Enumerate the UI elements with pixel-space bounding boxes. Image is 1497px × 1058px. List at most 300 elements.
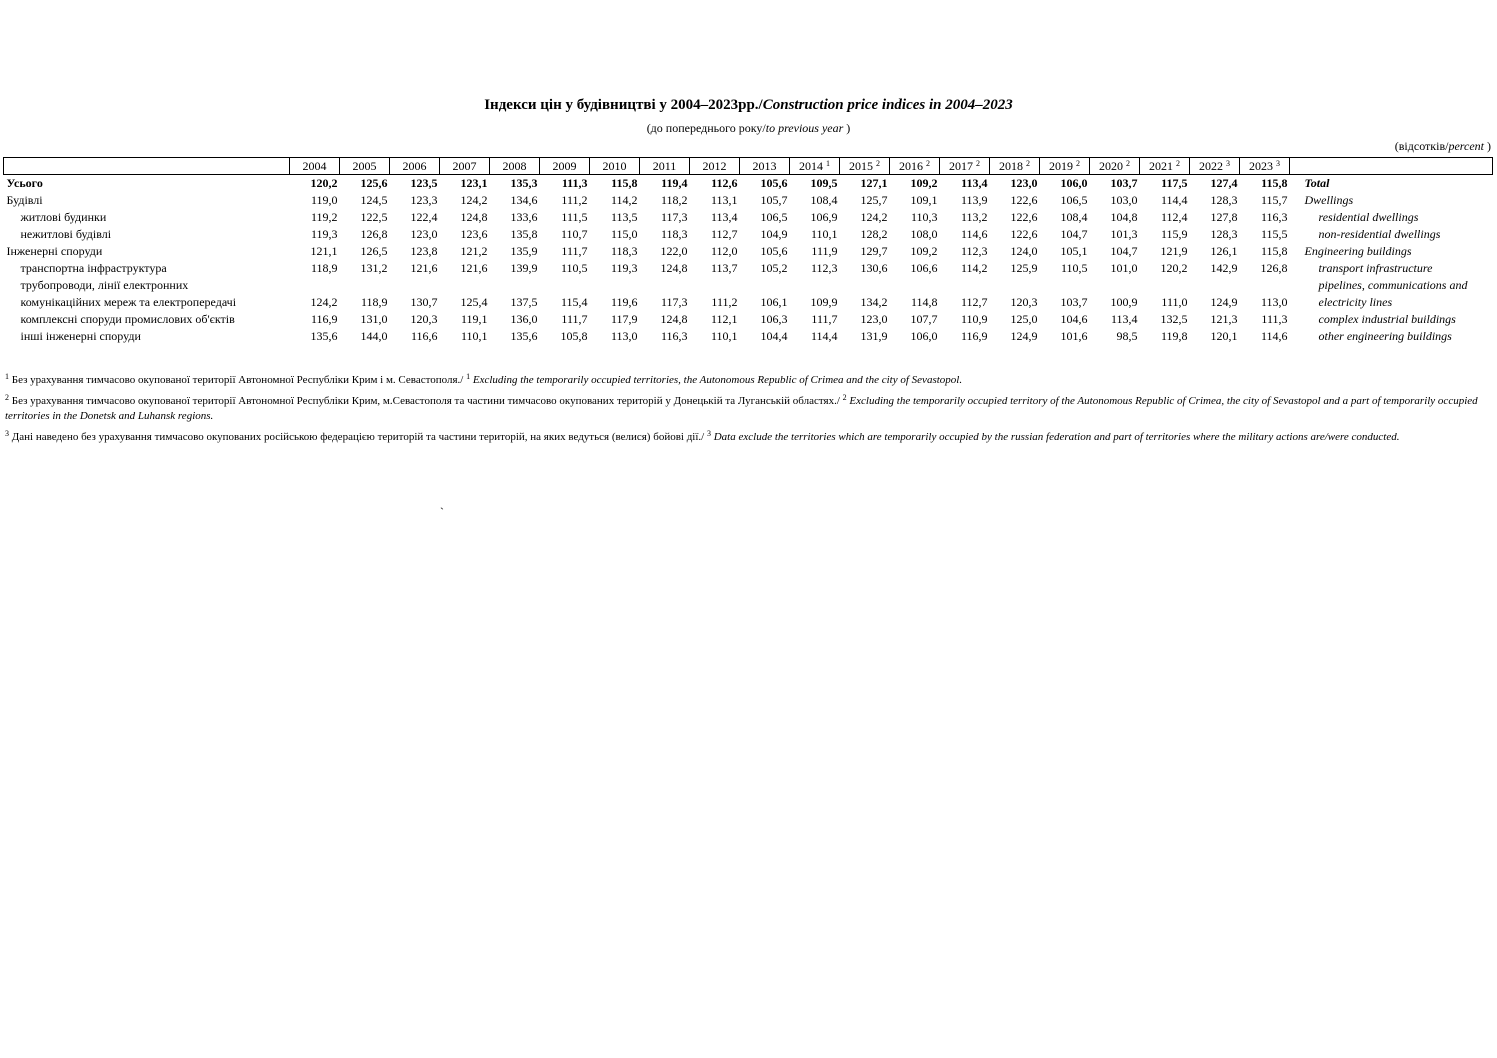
- row-label-en: electricity lines: [1318, 295, 1393, 309]
- index-value: 104,4: [760, 329, 788, 343]
- row-label-en: complex industrial buildings: [1318, 312, 1456, 326]
- index-value: 104,7: [1110, 244, 1138, 258]
- index-value: 113,1: [710, 193, 738, 207]
- footnote-text-ua: Дані наведено без урахування тимчасово окупованих російською федерацією територій та частини територій, на яких ведуться (велися) бойові дії./: [9, 431, 707, 443]
- index-value: 112,7: [710, 227, 738, 241]
- index-value: 113,4: [1110, 312, 1138, 326]
- year-label: 2020: [1099, 159, 1123, 173]
- index-value: 131,0: [360, 312, 388, 326]
- index-value: 119,3: [610, 261, 638, 275]
- row-label-ua: Усього: [6, 176, 43, 190]
- index-value: 124,2: [860, 210, 888, 224]
- index-value: 123,0: [1010, 176, 1038, 190]
- index-value: 107,7: [910, 312, 938, 326]
- year-label: 2009: [552, 159, 577, 173]
- footnote-ref: 2: [1076, 159, 1080, 168]
- index-value: 101,3: [1110, 227, 1138, 241]
- index-value: 111,5: [561, 210, 588, 224]
- year-header: [840, 158, 890, 175]
- index-value: 106,0: [1060, 176, 1088, 190]
- index-value: 113,4: [710, 210, 738, 224]
- table-row: [4, 243, 1493, 260]
- year-header: [940, 158, 990, 175]
- index-value: 137,5: [510, 295, 538, 309]
- index-value: 110,1: [460, 329, 488, 343]
- index-value: [340, 277, 390, 294]
- index-value: 123,8: [410, 244, 438, 258]
- index-value: 124,9: [1210, 295, 1238, 309]
- index-value: 144,0: [360, 329, 388, 343]
- index-value: [590, 277, 640, 294]
- index-value: [540, 277, 590, 294]
- index-value: 98,5: [1116, 329, 1138, 343]
- row-label-en: non-residential dwellings: [1318, 227, 1441, 241]
- index-value: [440, 277, 490, 294]
- footnote-text-ua: Без урахування тимчасово окупованої території Автономної Республіки Крим і м. Севастополя./: [9, 374, 467, 386]
- footnote-text-en: Excluding the temporarily occupied territories, the Autonomous Republic of Crimea and the city of Sevastopol.: [470, 374, 963, 386]
- index-value: [290, 277, 340, 294]
- index-value: 105,1: [1060, 244, 1088, 258]
- index-value: 105,2: [760, 261, 788, 275]
- index-value: [1040, 277, 1090, 294]
- index-value: 118,9: [310, 261, 338, 275]
- index-value: 113,7: [710, 261, 738, 275]
- index-value: 111,9: [811, 244, 838, 258]
- index-value: 126,5: [360, 244, 388, 258]
- year-label: 2008: [502, 159, 527, 173]
- year-label: 2016: [899, 159, 923, 173]
- footnotes: [5, 373, 1493, 451]
- price-index-table: [3, 157, 1493, 345]
- index-value: 134,6: [510, 193, 538, 207]
- index-value: 116,6: [410, 329, 438, 343]
- row-label-ua: Будівлі: [6, 193, 43, 207]
- index-value: 121,2: [460, 244, 488, 258]
- index-value: 122,6: [1010, 227, 1038, 241]
- index-value: 124,8: [460, 210, 488, 224]
- index-value: [640, 277, 690, 294]
- index-value: 106,5: [760, 210, 788, 224]
- index-value: 103,0: [1110, 193, 1138, 207]
- index-value: 127,1: [860, 176, 888, 190]
- footnote-number: 3: [5, 429, 9, 438]
- index-value: 112,3: [960, 244, 988, 258]
- index-value: 123,6: [460, 227, 488, 241]
- index-value: 112,1: [710, 312, 738, 326]
- footnote-text-en: Excluding the temporarily occupied territory of the Autonomous Republic of Crimea, the city of Sevastopol and a part of temporarily occupied territories in the Donetsk and Luhansk regions.: [5, 395, 1478, 422]
- index-value: 111,7: [811, 312, 838, 326]
- table-subtitle: (до попереднього року/to previous year ): [646, 121, 851, 135]
- index-value: 112,7: [960, 295, 988, 309]
- row-label-ua: трубопроводи, лінії електронних: [20, 278, 189, 292]
- index-value: 122,0: [660, 244, 688, 258]
- index-value: 125,6: [360, 176, 388, 190]
- index-value: 114,4: [810, 329, 838, 343]
- year-header: [690, 158, 740, 175]
- index-value: 105,6: [760, 244, 788, 258]
- header-row: [4, 158, 1493, 175]
- index-value: 123,0: [860, 312, 888, 326]
- row-label-ua: транспортна інфраструктура: [20, 261, 167, 275]
- year-header: [490, 158, 540, 175]
- year-label: 2006: [402, 159, 427, 173]
- year-label: 2019: [1049, 159, 1073, 173]
- year-label: 2018: [999, 159, 1023, 173]
- year-label: 2012: [702, 159, 727, 173]
- footnote: [5, 430, 1493, 445]
- index-value: 120,1: [1210, 329, 1238, 343]
- footnote: [5, 373, 1493, 388]
- index-value: 110,7: [560, 227, 588, 241]
- index-value: 104,8: [1110, 210, 1138, 224]
- year-label: 2011: [652, 159, 677, 173]
- index-value: 121,9: [1160, 244, 1188, 258]
- index-value: 116,9: [960, 329, 988, 343]
- row-label-en: residential dwellings: [1318, 210, 1419, 224]
- index-value: 122,5: [360, 210, 388, 224]
- index-value: 115,4: [560, 295, 588, 309]
- index-value: 120,2: [1160, 261, 1188, 275]
- index-value: 132,5: [1160, 312, 1188, 326]
- index-value: [990, 277, 1040, 294]
- index-value: 118,3: [610, 244, 638, 258]
- index-value: 125,9: [1010, 261, 1038, 275]
- index-value: 124,8: [660, 312, 688, 326]
- index-value: 101,6: [1060, 329, 1088, 343]
- footnote-ref: 3: [1226, 159, 1230, 168]
- year-label: 2007: [452, 159, 477, 173]
- row-label-ua: житлові будинки: [20, 210, 107, 224]
- footnote-text-ua: Без урахування тимчасово окупованої території Автономної Республіки Крим, м.Севастополя та частини тимчасово окупованих територій у Донецькій та Луганській областях./: [9, 395, 843, 407]
- index-value: 114,2: [610, 193, 638, 207]
- index-value: 115,5: [1260, 227, 1288, 241]
- index-value: 115,8: [1261, 176, 1288, 190]
- index-value: 135,9: [510, 244, 538, 258]
- index-value: 122,6: [1010, 193, 1038, 207]
- index-value: 105,6: [760, 176, 788, 190]
- index-value: 124,0: [1010, 244, 1038, 258]
- index-value: 111,2: [711, 295, 738, 309]
- index-value: 124,2: [310, 295, 338, 309]
- index-value: 119,0: [310, 193, 338, 207]
- row-label-en: transport infrastructure: [1318, 261, 1433, 275]
- footnote-ref: 2: [926, 159, 930, 168]
- index-value: 133,6: [510, 210, 538, 224]
- index-value: 118,3: [660, 227, 688, 241]
- index-value: 110,5: [1060, 261, 1088, 275]
- footnote-number: 1: [5, 372, 9, 381]
- index-value: 129,7: [860, 244, 888, 258]
- index-value: [1090, 277, 1140, 294]
- index-value: 112,0: [710, 244, 738, 258]
- index-value: 109,1: [910, 193, 938, 207]
- index-value: 125,0: [1010, 312, 1038, 326]
- index-value: 109,2: [910, 244, 938, 258]
- index-value: 114,4: [1160, 193, 1188, 207]
- index-value: 112,4: [1160, 210, 1188, 224]
- index-value: 113,5: [610, 210, 638, 224]
- index-value: 119,2: [310, 210, 338, 224]
- index-value: 131,9: [860, 329, 888, 343]
- year-label: 2021: [1149, 159, 1173, 173]
- index-value: 114,8: [910, 295, 938, 309]
- index-value: 124,5: [360, 193, 388, 207]
- index-value: 106,9: [810, 210, 838, 224]
- index-value: 128,3: [1210, 193, 1238, 207]
- year-header: [440, 158, 490, 175]
- index-value: 135,8: [510, 227, 538, 241]
- table-row: [4, 311, 1493, 328]
- index-value: 113,9: [960, 193, 988, 207]
- index-value: [490, 277, 540, 294]
- year-header: [1190, 158, 1240, 175]
- footnote-ref: 2: [1126, 159, 1130, 168]
- header-blank-ua: [4, 158, 290, 175]
- year-header: [390, 158, 440, 175]
- index-value: 105,8: [560, 329, 588, 343]
- index-value: [1140, 277, 1190, 294]
- row-label-en: Engineering buildings: [1304, 244, 1412, 258]
- index-value: 113,0: [1260, 295, 1288, 309]
- table-row: [4, 277, 1493, 294]
- year-header: [1140, 158, 1190, 175]
- index-value: 116,9: [310, 312, 338, 326]
- index-value: 117,3: [660, 295, 688, 309]
- row-label-en: pipelines, communications and: [1318, 278, 1468, 292]
- table-body: [4, 175, 1493, 346]
- year-header: [540, 158, 590, 175]
- footnote-ref: 3: [1276, 159, 1280, 168]
- index-value: 122,6: [1010, 210, 1038, 224]
- index-value: 110,1: [810, 227, 838, 241]
- year-header: [990, 158, 1040, 175]
- year-header: [640, 158, 690, 175]
- index-value: 100,9: [1110, 295, 1138, 309]
- index-value: 115,9: [1160, 227, 1188, 241]
- year-header: [890, 158, 940, 175]
- index-value: 101,0: [1110, 261, 1138, 275]
- row-label-en: Dwellings: [1304, 193, 1354, 207]
- index-value: 117,5: [1161, 176, 1188, 190]
- row-label-ua: нежитлові будівлі: [20, 227, 112, 241]
- index-value: 123,1: [460, 176, 488, 190]
- row-label-en: Total: [1304, 176, 1330, 190]
- index-value: 135,3: [510, 176, 538, 190]
- index-value: 110,3: [910, 210, 938, 224]
- index-value: 110,9: [960, 312, 988, 326]
- index-value: 115,7: [1260, 193, 1288, 207]
- index-value: 128,3: [1210, 227, 1238, 241]
- index-value: 135,6: [510, 329, 538, 343]
- index-value: 130,6: [860, 261, 888, 275]
- year-header: [1040, 158, 1090, 175]
- table-row: [4, 226, 1493, 243]
- year-label: 2015: [849, 159, 873, 173]
- index-value: 121,1: [310, 244, 338, 258]
- year-label: 2014: [799, 159, 823, 173]
- row-label-ua: комплексні споруди промислових об'єктів: [20, 312, 235, 326]
- footnote-number-en: 1: [466, 372, 471, 381]
- footnote-number: 2: [5, 393, 9, 402]
- index-value: 109,9: [810, 295, 838, 309]
- index-value: 108,4: [1060, 210, 1088, 224]
- index-value: 126,1: [1210, 244, 1238, 258]
- index-value: 113,2: [960, 210, 988, 224]
- index-value: 142,9: [1210, 261, 1238, 275]
- index-value: 111,7: [561, 244, 588, 258]
- index-value: 135,6: [310, 329, 338, 343]
- index-value: 111,3: [1261, 312, 1288, 326]
- index-value: 130,7: [410, 295, 438, 309]
- footnote-ref: 2: [876, 159, 880, 168]
- row-label-en: other engineering buildings: [1318, 329, 1452, 343]
- table-row: [4, 260, 1493, 277]
- index-value: 123,0: [410, 227, 438, 241]
- index-value: [740, 277, 790, 294]
- index-value: [1190, 277, 1240, 294]
- year-header: [590, 158, 640, 175]
- index-value: 108,0: [910, 227, 938, 241]
- year-label: 2005: [352, 159, 377, 173]
- index-value: 109,2: [910, 176, 938, 190]
- footnote-number-en: 3: [706, 429, 711, 438]
- index-value: 106,3: [760, 312, 788, 326]
- index-value: 115,8: [611, 176, 638, 190]
- index-value: 119,6: [610, 295, 638, 309]
- index-value: 120,3: [410, 312, 438, 326]
- index-value: 128,2: [860, 227, 888, 241]
- table-title: Індекси цін у будівництві у 2004–2023рр./Construction price indices in 2004–2023: [484, 97, 1013, 113]
- index-value: 127,8: [1210, 210, 1238, 224]
- table-row: [4, 209, 1493, 226]
- index-value: 105,7: [760, 193, 788, 207]
- row-label-ua: інші інженерні споруди: [20, 329, 141, 343]
- year-label: 2023: [1249, 159, 1273, 173]
- index-value: 113,4: [961, 176, 988, 190]
- year-header: [1090, 158, 1140, 175]
- index-value: 121,3: [1210, 312, 1238, 326]
- index-value: 139,9: [510, 261, 538, 275]
- footnote: [5, 394, 1493, 424]
- year-label: 2004: [302, 159, 327, 173]
- year-label: 2017: [949, 159, 973, 173]
- index-value: 126,8: [1260, 261, 1288, 275]
- index-value: 106,0: [910, 329, 938, 343]
- index-value: 104,9: [760, 227, 788, 241]
- index-value: 116,3: [660, 329, 688, 343]
- year-label: 2010: [602, 159, 627, 173]
- index-value: 117,3: [660, 210, 688, 224]
- index-value: [840, 277, 890, 294]
- table-row: [4, 328, 1493, 345]
- index-value: 125,4: [460, 295, 488, 309]
- index-value: 120,2: [310, 176, 338, 190]
- year-header: [1240, 158, 1290, 175]
- index-value: [390, 277, 440, 294]
- index-value: 115,8: [1260, 244, 1288, 258]
- index-value: 112,3: [810, 261, 838, 275]
- index-value: [690, 277, 740, 294]
- index-value: 106,1: [760, 295, 788, 309]
- index-value: 121,6: [460, 261, 488, 275]
- table-row: [4, 294, 1493, 311]
- index-value: 122,4: [410, 210, 438, 224]
- index-value: 106,6: [910, 261, 938, 275]
- index-value: [1240, 277, 1290, 294]
- index-value: 119,4: [661, 176, 688, 190]
- index-value: 119,3: [310, 227, 338, 241]
- index-value: 123,3: [410, 193, 438, 207]
- index-value: 121,6: [410, 261, 438, 275]
- index-value: 103,7: [1110, 176, 1138, 190]
- table-row: [4, 192, 1493, 209]
- footnote-number-en: 2: [842, 393, 847, 402]
- index-value: 114,6: [960, 227, 988, 241]
- year-header: [790, 158, 840, 175]
- index-value: 110,5: [560, 261, 588, 275]
- index-value: [890, 277, 940, 294]
- footnote-ref: 2: [1176, 159, 1180, 168]
- footnote-ref: 1: [826, 159, 830, 168]
- year-header: [740, 158, 790, 175]
- index-value: [790, 277, 840, 294]
- index-value: 104,7: [1060, 227, 1088, 241]
- index-value: 126,8: [360, 227, 388, 241]
- index-value: 111,3: [561, 176, 588, 190]
- index-value: 124,2: [460, 193, 488, 207]
- index-value: 111,0: [1161, 295, 1188, 309]
- index-value: 103,7: [1060, 295, 1088, 309]
- index-value: 117,9: [610, 312, 638, 326]
- index-value: 118,9: [360, 295, 388, 309]
- index-value: 106,5: [1060, 193, 1088, 207]
- footnote-ref: 2: [1026, 159, 1030, 168]
- index-value: 131,2: [360, 261, 388, 275]
- row-label-ua: комунікаційних мереж та електропередачі: [20, 295, 237, 309]
- row-label-ua: Інженерні споруди: [6, 244, 103, 258]
- index-value: 120,3: [1010, 295, 1038, 309]
- index-value: 118,2: [660, 193, 688, 207]
- index-value: 111,7: [561, 312, 588, 326]
- index-value: 116,3: [1260, 210, 1288, 224]
- stray-mark: `: [440, 505, 444, 519]
- unit-label: (відсотків/percent ): [1394, 139, 1491, 153]
- year-label: 2013: [752, 159, 777, 173]
- index-value: 112,6: [711, 176, 738, 190]
- footnote-text-en: Data exclude the territories which are temporarily occupied by the russian federation and part of territories where the military actions are/were conducted.: [710, 431, 1400, 443]
- index-value: 111,2: [561, 193, 588, 207]
- index-value: 124,8: [660, 261, 688, 275]
- index-value: 125,7: [860, 193, 888, 207]
- index-value: 108,4: [810, 193, 838, 207]
- index-value: 136,0: [510, 312, 538, 326]
- index-value: 119,8: [1160, 329, 1188, 343]
- footnote-ref: 2: [976, 159, 980, 168]
- year-label: 2022: [1199, 159, 1223, 173]
- year-header: [290, 158, 340, 175]
- table-row: [4, 175, 1493, 193]
- index-value: 134,2: [860, 295, 888, 309]
- index-value: 109,5: [810, 176, 838, 190]
- index-value: 113,0: [610, 329, 638, 343]
- index-value: 127,4: [1210, 176, 1238, 190]
- index-value: 123,5: [410, 176, 438, 190]
- year-header: [340, 158, 390, 175]
- index-value: 115,0: [610, 227, 638, 241]
- index-value: 114,6: [1260, 329, 1288, 343]
- index-value: 110,1: [710, 329, 738, 343]
- header-blank-en: [1290, 158, 1493, 175]
